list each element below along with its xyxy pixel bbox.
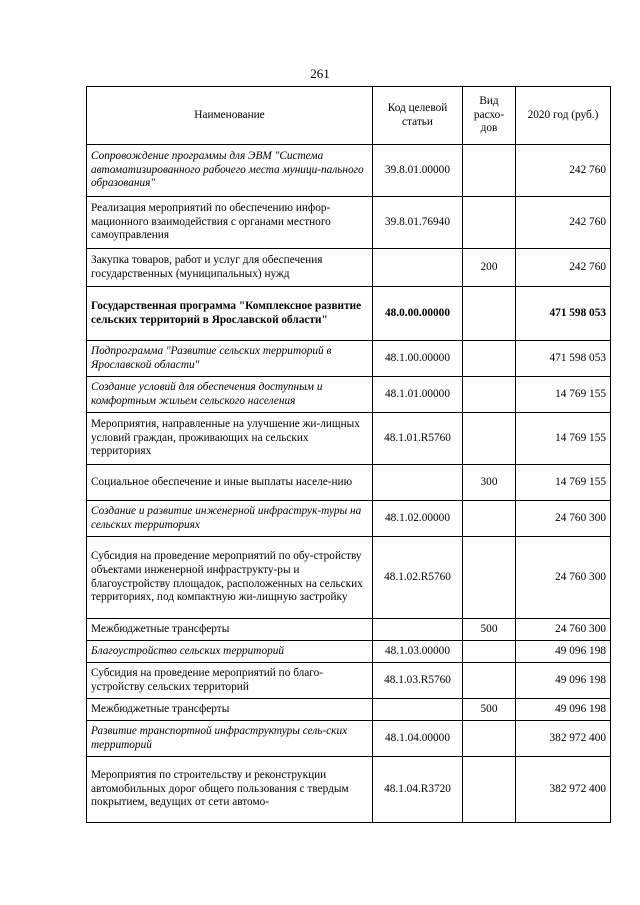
row-sum: 14 769 155 (516, 413, 611, 465)
row-code: 48.1.02.R5760 (373, 537, 463, 619)
header-code: Код целевой статьи (373, 87, 463, 145)
budget-table (86, 86, 611, 823)
row-code: 48.0.00.00000 (373, 287, 463, 341)
row-kind (463, 377, 516, 413)
table-row (87, 699, 611, 721)
table-row (87, 537, 611, 619)
row-sum: 49 096 198 (516, 663, 611, 699)
row-code (373, 249, 463, 287)
row-name: Благоустройство сельских территорий (87, 641, 373, 663)
row-kind (463, 145, 516, 197)
row-kind (463, 287, 516, 341)
row-sum: 382 972 400 (516, 757, 611, 823)
table-row (87, 757, 611, 823)
row-kind: 200 (463, 249, 516, 287)
row-name: Мероприятия по строительству и реконструкции автомобильных дорог общего пользования с твердым покрытием, ведущих от сети автомо- (87, 757, 373, 823)
row-name: Межбюджетные трансферты (87, 699, 373, 721)
row-sum: 242 760 (516, 197, 611, 249)
table-row (87, 641, 611, 663)
table-row (87, 663, 611, 699)
row-code: 48.1.01.R5760 (373, 413, 463, 465)
row-name: Межбюджетные трансферты (87, 619, 373, 641)
row-kind (463, 757, 516, 823)
row-kind: 300 (463, 465, 516, 501)
table-row (87, 465, 611, 501)
row-kind (463, 501, 516, 537)
row-name: Создание и развитие инженерной инфраструк-туры на сельских территориях (87, 501, 373, 537)
header-kind: Вид расхо-дов (463, 87, 516, 145)
table-row (87, 721, 611, 757)
row-name: Развитие транспортной инфраструктуры сель-ских территорий (87, 721, 373, 757)
row-code (373, 619, 463, 641)
row-code (373, 699, 463, 721)
row-name: Мероприятия, направленные на улучшение жи-лищных условий граждан, проживающих на сельских территориях (87, 413, 373, 465)
row-code: 39.8.01.76940 (373, 197, 463, 249)
row-code: 48.1.00.00000 (373, 341, 463, 377)
row-name: Подпрограмма "Развитие сельских территорий в Ярославской области" (87, 341, 373, 377)
row-name: Сопровождение программы для ЭВМ "Система автоматизированного рабочего места муници-пального образования" (87, 145, 373, 197)
row-sum: 14 769 155 (516, 465, 611, 501)
row-kind: 500 (463, 699, 516, 721)
row-sum: 24 760 300 (516, 537, 611, 619)
table-row (87, 619, 611, 641)
row-name: Создание условий для обеспечения доступным и комфортным жильем сельского населения (87, 377, 373, 413)
row-sum: 24 760 300 (516, 619, 611, 641)
row-code: 48.1.04.00000 (373, 721, 463, 757)
header-name: Наименование (87, 87, 373, 145)
row-kind (463, 721, 516, 757)
row-kind (463, 197, 516, 249)
row-kind (463, 341, 516, 377)
row-name: Субсидия на проведение мероприятий по благо-устройству сельских территорий (87, 663, 373, 699)
row-sum: 14 769 155 (516, 377, 611, 413)
row-sum: 242 760 (516, 249, 611, 287)
table-row (87, 377, 611, 413)
row-code: 48.1.01.00000 (373, 377, 463, 413)
row-code: 48.1.02.00000 (373, 501, 463, 537)
table-row (87, 341, 611, 377)
row-sum: 382 972 400 (516, 721, 611, 757)
table-row (87, 145, 611, 197)
table-row (87, 249, 611, 287)
table-header-row (87, 87, 611, 145)
row-sum: 242 760 (516, 145, 611, 197)
header-sum: 2020 год (руб.) (516, 87, 611, 145)
row-code (373, 465, 463, 501)
table-row (87, 287, 611, 341)
row-name: Субсидия на проведение мероприятий по обу-стройству объектами инженерной инфраструкту-ры и благоустройству площадок, расположенных на сельских территориях, под компактную жи-лищную застройку (87, 537, 373, 619)
row-code: 48.1.03.00000 (373, 641, 463, 663)
row-kind (463, 641, 516, 663)
row-kind (463, 413, 516, 465)
row-kind (463, 663, 516, 699)
table-row (87, 413, 611, 465)
row-name: Реализация мероприятий по обеспечению инфор-мационного взаимодействия с органами местного самоуправления (87, 197, 373, 249)
row-sum: 49 096 198 (516, 641, 611, 663)
table-body (87, 145, 611, 823)
row-code: 48.1.04.R3720 (373, 757, 463, 823)
row-kind (463, 537, 516, 619)
table-row (87, 197, 611, 249)
row-sum: 24 760 300 (516, 501, 611, 537)
row-kind: 500 (463, 619, 516, 641)
row-name: Социальное обеспечение и иные выплаты населе-нию (87, 465, 373, 501)
row-sum: 471 598 053 (516, 341, 611, 377)
row-sum: 471 598 053 (516, 287, 611, 341)
table-row (87, 501, 611, 537)
row-sum: 49 096 198 (516, 699, 611, 721)
page-number: 261 (310, 66, 330, 81)
row-name: Закупка товаров, работ и услуг для обеспечения государственных (муниципальных) нужд (87, 249, 373, 287)
row-code: 48.1.03.R5760 (373, 663, 463, 699)
row-name: Государственная программа "Комплексное развитие сельских территорий в Ярославской области" (87, 287, 373, 341)
row-code: 39.8.01.00000 (373, 145, 463, 197)
